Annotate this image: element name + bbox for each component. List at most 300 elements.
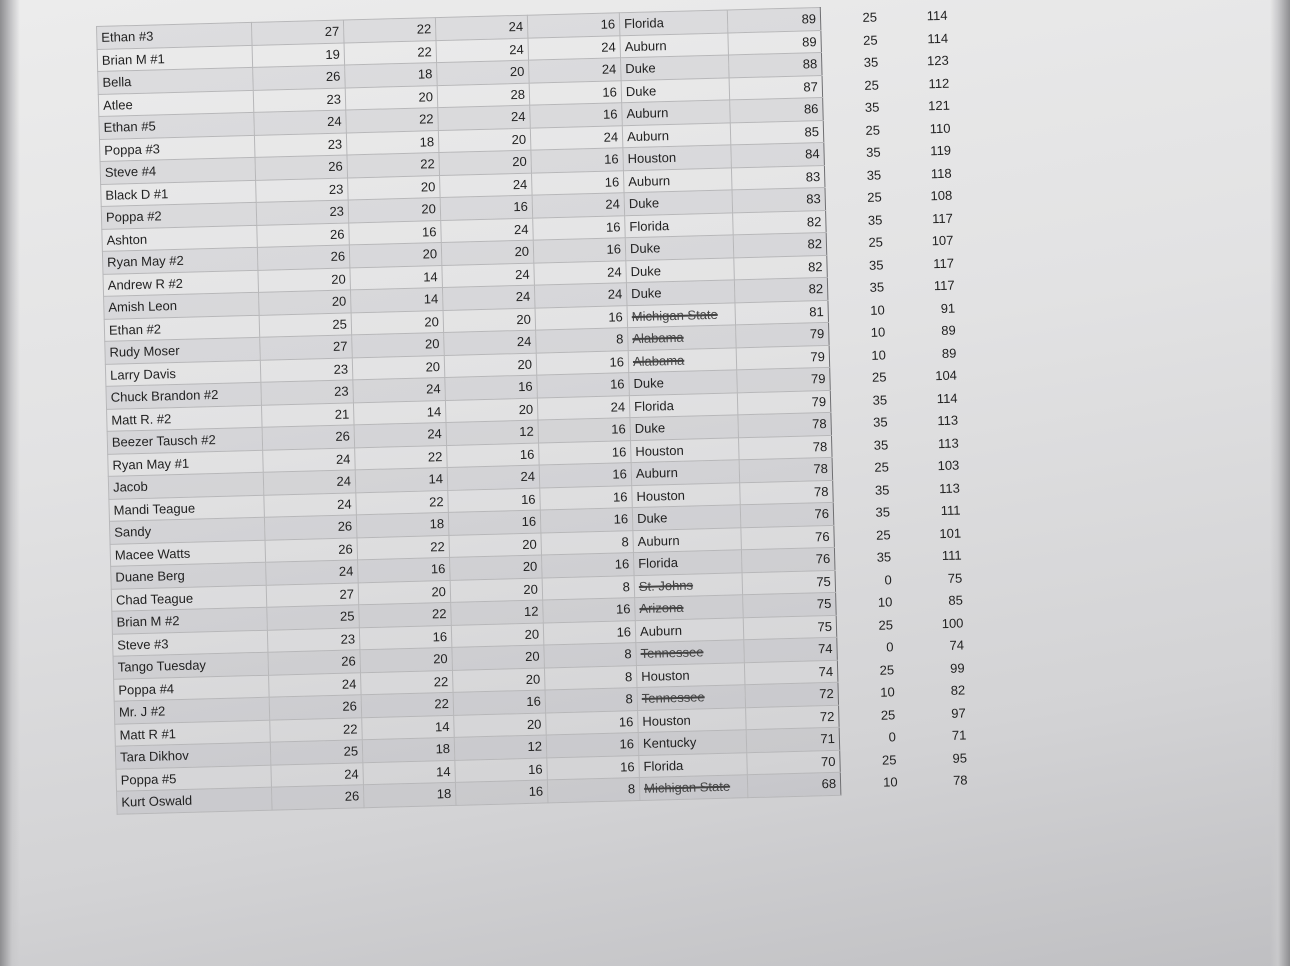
team-label: Houston (641, 667, 690, 684)
entry-name-cell: Kurt Oswald (117, 787, 273, 814)
entry-name-cell: Rudy Moser (105, 337, 261, 364)
champion-bonus-cell: 10 (877, 594, 893, 610)
final-score-cell: 91 (940, 300, 956, 316)
points-total-cell: 84 (731, 142, 825, 167)
final-score-cell: 82 (950, 682, 966, 699)
champion-pick-cell (622, 122, 731, 147)
round1-score-cell: 20 (258, 267, 351, 292)
points-total-cell: 78 (740, 480, 834, 505)
champion-bonus-cell: 25 (880, 707, 896, 723)
points-total-cell: 82 (733, 210, 827, 235)
champion-bonus-cell: 35 (875, 504, 891, 521)
round2-score-cell: 18 (346, 130, 439, 155)
points-total-cell: 74 (744, 660, 838, 685)
round1-score-cell: 20 (259, 290, 352, 315)
champion-pick-cell (620, 32, 729, 57)
round2-score-cell: 22 (359, 602, 452, 627)
round2-score-cell: 22 (357, 535, 450, 560)
round4-score-cell: 8 (544, 643, 637, 668)
champion-bonus-cell: 35 (867, 212, 883, 228)
eliminated-team-label: Michigan State (631, 306, 718, 324)
entry-name-cell: Larry Davis (105, 360, 261, 387)
champion-bonus-cell: 25 (862, 9, 878, 26)
round3-score-cell: 20 (439, 150, 532, 175)
entry-name-cell: Black D #1 (101, 180, 257, 207)
team-label: Auburn (626, 127, 670, 144)
round3-score-cell: 20 (441, 240, 534, 265)
final-score-cell: 117 (933, 277, 955, 294)
entry-name-cell: Amish Leon (104, 292, 260, 319)
entry-name-cell: Ethan #3 (97, 22, 253, 49)
entry-name-cell: Steve #3 (112, 630, 268, 657)
eliminated-team-label: St. Johns (638, 577, 694, 594)
champion-bonus-cell: 35 (865, 144, 881, 161)
champion-pick-cell (634, 572, 743, 597)
champion-pick-cell (630, 415, 739, 440)
final-score-cell: 71 (951, 727, 967, 744)
final-score-cell: 107 (931, 232, 954, 249)
entry-name-cell: Poppa #5 (116, 765, 272, 792)
team-label: Florida (638, 555, 679, 572)
round4-score-cell: 16 (535, 305, 628, 330)
points-total-cell: 70 (747, 750, 841, 775)
round4-score-cell: 16 (547, 755, 640, 780)
final-score-cell: 117 (931, 210, 954, 226)
points-total-cell: 83 (731, 165, 825, 190)
round1-score-cell: 26 (257, 245, 350, 270)
round1-score-cell: 24 (264, 492, 357, 517)
round1-score-cell: 26 (271, 785, 364, 810)
round4-score-cell: 8 (542, 575, 635, 600)
champion-bonus-cell: 25 (862, 32, 878, 48)
round4-score-cell: 8 (536, 328, 629, 353)
round2-score-cell: 18 (362, 737, 455, 762)
round4-score-cell: 16 (530, 103, 623, 128)
eliminated-team-label: Arizona (639, 600, 684, 617)
paper-left-edge-shadow (0, 0, 20, 966)
champion-pick-cell (632, 482, 741, 507)
champion-pick-cell (637, 685, 746, 710)
entry-name-cell: Ryan May #2 (102, 247, 258, 274)
round3-score-cell: 24 (442, 263, 535, 288)
round4-score-cell: 8 (547, 778, 640, 803)
entry-name-cell: Sandy (109, 517, 265, 544)
final-score-cell: 97 (951, 705, 966, 721)
round2-score-cell: 22 (347, 153, 440, 178)
eliminated-team-label: Alabama (632, 329, 684, 347)
round2-score-cell: 14 (353, 400, 446, 425)
round3-score-cell: 20 (454, 712, 547, 737)
team-label: Auburn (635, 465, 679, 482)
round2-score-cell: 16 (358, 557, 451, 582)
points-total-cell: 76 (741, 547, 835, 572)
round1-score-cell: 26 (268, 650, 361, 675)
points-total-cell: 88 (728, 53, 822, 78)
champion-pick-cell (631, 437, 740, 462)
round1-score-cell: 26 (265, 537, 358, 562)
round3-score-cell: 16 (447, 443, 540, 468)
points-total-cell: 78 (739, 457, 833, 482)
team-label: Duke (630, 285, 662, 302)
entry-name-cell: Steve #4 (100, 157, 256, 184)
champion-pick-cell (621, 55, 730, 80)
round2-score-cell: 20 (358, 580, 451, 605)
team-label: Duke (625, 60, 656, 77)
entry-name-cell: Bella (98, 67, 254, 94)
round4-score-cell: 16 (540, 485, 633, 510)
round1-score-cell: 24 (263, 447, 356, 472)
round3-score-cell: 24 (435, 15, 528, 40)
eliminated-team-label: Michigan State (643, 778, 731, 797)
champion-bonus-cell: 10 (870, 302, 885, 318)
round4-score-cell: 24 (532, 193, 625, 218)
round2-score-cell: 24 (354, 422, 447, 447)
champion-bonus-cell: 0 (884, 572, 892, 588)
entry-name-cell: Poppa #4 (114, 675, 270, 702)
points-total-cell: 78 (738, 435, 832, 460)
points-total-cell: 79 (736, 322, 830, 347)
champion-bonus-cell: 35 (873, 437, 889, 453)
team-label: Auburn (637, 532, 680, 549)
round3-score-cell: 12 (446, 420, 539, 445)
champion-pick-cell (635, 595, 744, 620)
round2-score-cell: 20 (349, 243, 442, 268)
points-total-cell: 89 (727, 8, 821, 33)
round1-score-cell: 23 (256, 200, 349, 225)
final-score-cell: 114 (926, 7, 948, 24)
entry-name-cell: Mandi Teague (109, 495, 265, 522)
team-label: Duke (636, 510, 668, 527)
round1-score-cell: 24 (269, 672, 362, 697)
team-label: Duke (629, 240, 661, 257)
round4-score-cell: 16 (538, 418, 631, 443)
entry-name-cell: Macee Watts (110, 540, 266, 567)
champion-pick-cell (632, 505, 741, 530)
entry-name-cell: Ethan #5 (99, 112, 255, 139)
champion-pick-cell (628, 347, 737, 372)
final-score-cell: 113 (937, 412, 959, 429)
team-label: Auburn (624, 37, 667, 54)
final-score-cell: 114 (927, 30, 949, 46)
champion-pick-cell (636, 662, 745, 687)
final-score-cell: 85 (948, 592, 964, 609)
team-label: Duke (630, 263, 662, 279)
points-total-cell: 72 (746, 705, 840, 730)
round2-score-cell: 22 (356, 490, 449, 515)
team-label: Florida (629, 217, 670, 234)
champion-bonus-cell: 25 (871, 369, 887, 386)
round2-score-cell: 14 (362, 715, 455, 740)
points-total-cell: 75 (743, 615, 837, 640)
champion-pick-cell (633, 550, 742, 575)
final-score-cell: 95 (952, 750, 968, 766)
round1-score-cell: 23 (256, 177, 349, 202)
round1-score-cell: 26 (257, 222, 350, 247)
round4-score-cell: 16 (533, 238, 626, 263)
points-total-cell: 79 (737, 367, 831, 392)
round3-score-cell: 24 (442, 285, 535, 310)
entry-name-cell: Ashton (102, 225, 258, 252)
round3-score-cell: 16 (440, 195, 533, 220)
champion-bonus-cell: 25 (865, 122, 881, 138)
champion-bonus-cell: 25 (868, 234, 884, 251)
champion-bonus-cell: 35 (863, 54, 879, 71)
final-score-cell: 74 (949, 637, 965, 654)
round1-score-cell: 22 (270, 717, 363, 742)
champion-pick-cell (625, 212, 734, 237)
round2-score-cell: 20 (351, 310, 444, 335)
final-score-cell: 123 (926, 52, 949, 69)
round2-score-cell: 22 (346, 108, 439, 133)
entry-name-cell: Tara Dikhov (115, 742, 271, 769)
paper-right-edge-shadow (1270, 0, 1290, 966)
final-score-cell: 113 (937, 435, 959, 451)
champion-bonus-cell: 35 (866, 167, 882, 183)
round1-score-cell: 26 (264, 515, 357, 540)
round3-score-cell: 28 (437, 83, 530, 108)
entry-name-cell: Brian M #1 (97, 45, 253, 72)
round2-score-cell: 22 (344, 40, 437, 65)
final-score-cell: 99 (949, 660, 965, 676)
points-total-cell: 74 (744, 637, 838, 662)
team-label: Houston (627, 150, 677, 167)
final-score-cell: 111 (940, 502, 961, 519)
points-total-cell: 89 (728, 30, 822, 55)
round2-score-cell: 20 (348, 175, 441, 200)
champion-bonus-cell: 35 (872, 414, 888, 431)
round3-score-cell: 20 (437, 60, 530, 85)
final-score-cell: 103 (937, 457, 960, 474)
round3-score-cell: 16 (453, 690, 546, 715)
round2-score-cell: 14 (350, 265, 443, 290)
entry-name-cell: Andrew R #2 (103, 270, 259, 297)
round3-score-cell: 16 (455, 757, 548, 782)
points-total-cell: 68 (747, 772, 841, 797)
round1-score-cell: 23 (253, 87, 346, 112)
entry-name-cell: Ethan #2 (104, 315, 260, 342)
team-label: Florida (623, 15, 665, 32)
round3-score-cell: 16 (455, 780, 548, 805)
round1-score-cell: 25 (267, 605, 360, 630)
round4-score-cell: 16 (539, 463, 632, 488)
champion-pick-cell (627, 302, 736, 327)
champion-bonus-cell: 25 (881, 752, 897, 768)
entry-name-cell: Matt R #1 (115, 720, 271, 747)
round1-score-cell: 25 (259, 312, 352, 337)
champion-pick-cell (626, 280, 735, 305)
round2-score-cell: 24 (353, 377, 446, 402)
champion-bonus-cell: 25 (874, 459, 890, 476)
round2-score-cell: 14 (350, 288, 443, 313)
team-label: Auburn (628, 172, 671, 189)
round4-score-cell: 16 (546, 710, 639, 735)
final-score-cell: 112 (928, 75, 950, 91)
final-score-cell: 75 (947, 570, 963, 586)
round3-score-cell: 12 (451, 600, 544, 625)
team-label: Auburn (626, 105, 669, 122)
champion-bonus-cell: 25 (879, 662, 895, 678)
round4-score-cell: 16 (529, 80, 622, 105)
entry-name-cell: Atlee (98, 90, 254, 117)
champion-bonus-cell: 25 (875, 527, 891, 543)
round3-score-cell: 20 (444, 353, 537, 378)
champion-pick-cell (636, 640, 745, 665)
final-score-cell: 121 (927, 97, 951, 114)
final-score-cell: 89 (941, 322, 956, 339)
round3-score-cell: 24 (447, 465, 540, 490)
champion-bonus-cell: 10 (870, 324, 886, 341)
round3-score-cell: 20 (450, 578, 543, 603)
champion-pick-cell (626, 257, 735, 282)
round3-score-cell: 20 (452, 645, 545, 670)
points-total-cell: 87 (729, 75, 823, 100)
round1-score-cell: 27 (266, 582, 359, 607)
round2-score-cell: 16 (349, 220, 442, 245)
champion-bonus-cell: 35 (864, 99, 880, 116)
round4-score-cell: 24 (537, 395, 630, 420)
points-total-cell: 71 (746, 727, 840, 752)
round4-score-cell: 24 (528, 35, 621, 60)
champion-bonus-cell: 10 (880, 684, 895, 700)
points-total-cell: 81 (735, 300, 829, 325)
final-score-cell: 101 (939, 525, 962, 541)
points-total-cell: 79 (736, 345, 830, 370)
round4-score-cell: 16 (531, 148, 624, 173)
round3-score-cell: 20 (449, 533, 542, 558)
round4-score-cell: 24 (534, 260, 627, 285)
round1-score-cell: 26 (262, 425, 355, 450)
round3-score-cell: 20 (452, 667, 545, 692)
champion-bonus-cell: 35 (876, 549, 892, 565)
final-score-cell: 108 (930, 187, 953, 204)
round4-score-cell: 16 (546, 733, 639, 758)
round3-score-cell: 20 (438, 128, 531, 153)
round4-score-cell: 16 (531, 170, 624, 195)
eliminated-team-label: Tennessee (640, 644, 704, 662)
eliminated-team-label: Tennessee (641, 689, 705, 707)
points-total-cell: 75 (743, 592, 837, 617)
champion-pick-cell (619, 10, 728, 35)
round1-score-cell: 24 (271, 762, 364, 787)
round2-score-cell: 14 (355, 467, 448, 492)
round1-score-cell: 25 (270, 740, 363, 765)
round2-score-cell: 14 (363, 760, 456, 785)
round4-score-cell: 16 (527, 13, 620, 38)
round3-score-cell: 24 (440, 173, 533, 198)
round4-score-cell: 16 (543, 598, 636, 623)
champion-bonus-cell: 25 (864, 77, 880, 93)
final-score-cell: 118 (930, 165, 952, 181)
champion-bonus-cell: 25 (867, 189, 882, 206)
champion-pick-cell (638, 707, 747, 732)
round1-score-cell: 26 (255, 155, 348, 180)
round2-score-cell: 18 (345, 63, 438, 88)
standings-table (96, 4, 972, 815)
entry-name-cell: Beezer Tausch #2 (107, 427, 263, 454)
round1-score-cell: 19 (252, 43, 345, 68)
round2-score-cell: 20 (352, 333, 445, 358)
round4-score-cell: 24 (529, 58, 622, 83)
team-label: Houston (642, 712, 691, 729)
entry-name-cell: Chuck Brandon #2 (106, 382, 262, 409)
champion-bonus-cell: 0 (888, 729, 897, 745)
team-label: Florida (643, 757, 684, 774)
final-score-cell: 110 (929, 120, 951, 136)
points-total-cell: 78 (738, 412, 832, 437)
round3-score-cell: 20 (451, 622, 544, 647)
entry-name-cell: Poppa #2 (101, 202, 257, 229)
champion-pick-cell (623, 167, 732, 192)
final-score-cell: 117 (933, 255, 955, 271)
final-score-cell: 114 (936, 390, 958, 406)
standings-sheet (96, 0, 1171, 814)
champion-pick-cell (638, 730, 747, 755)
champion-bonus-cell: 25 (878, 617, 894, 633)
entry-name-cell: Matt R. #2 (107, 405, 263, 432)
points-total-cell: 76 (740, 502, 834, 527)
entry-name-cell: Mr. J #2 (114, 697, 270, 724)
champion-pick-cell (633, 527, 742, 552)
champion-bonus-cell: 35 (872, 392, 888, 408)
points-total-cell: 79 (737, 390, 831, 415)
round1-score-cell: 23 (267, 627, 360, 652)
round3-score-cell: 24 (444, 330, 537, 355)
round3-score-cell: 20 (443, 308, 536, 333)
round3-score-cell: 24 (441, 218, 534, 243)
champion-pick-cell (629, 392, 738, 417)
champion-pick-cell (631, 460, 740, 485)
champion-pick-cell (629, 370, 738, 395)
entry-name-cell: Chad Teague (111, 585, 267, 612)
round1-score-cell: 24 (263, 470, 356, 495)
team-label: Auburn (639, 622, 683, 639)
final-score-cell: 89 (941, 345, 957, 361)
round2-score-cell: 20 (348, 198, 441, 223)
round3-score-cell: 16 (448, 488, 541, 513)
champion-pick-cell (624, 190, 733, 215)
points-total-cell: 86 (730, 98, 824, 123)
round3-score-cell: 16 (445, 375, 538, 400)
team-label: Duke (628, 195, 660, 212)
round4-score-cell: 16 (539, 440, 632, 465)
round4-score-cell: 8 (541, 530, 634, 555)
team-label: Houston (635, 442, 684, 459)
final-score-cell: 113 (938, 480, 961, 496)
champion-pick-cell (628, 325, 737, 350)
round2-score-cell: 20 (345, 85, 438, 110)
champion-pick-cell (635, 617, 744, 642)
round3-score-cell: 16 (448, 510, 541, 535)
round4-score-cell: 16 (533, 215, 626, 240)
round3-score-cell: 20 (450, 555, 543, 580)
entry-name-cell: Brian M #2 (112, 607, 268, 634)
round4-score-cell: 24 (534, 283, 627, 308)
entry-name-cell: Duane Berg (111, 562, 267, 589)
round2-score-cell: 18 (356, 512, 449, 537)
round3-score-cell: 24 (438, 105, 531, 130)
points-total-cell: 82 (733, 232, 827, 257)
round4-score-cell: 8 (544, 665, 637, 690)
team-label: Kentucky (642, 734, 697, 752)
team-label: Florida (633, 397, 675, 414)
entry-name-cell: Poppa #3 (99, 135, 255, 162)
round4-score-cell: 8 (545, 688, 638, 713)
champion-bonus-cell: 10 (871, 347, 887, 363)
round2-score-cell: 20 (360, 647, 453, 672)
points-total-cell: 82 (734, 255, 828, 280)
round2-score-cell: 22 (361, 692, 454, 717)
team-label: Duke (625, 83, 657, 99)
